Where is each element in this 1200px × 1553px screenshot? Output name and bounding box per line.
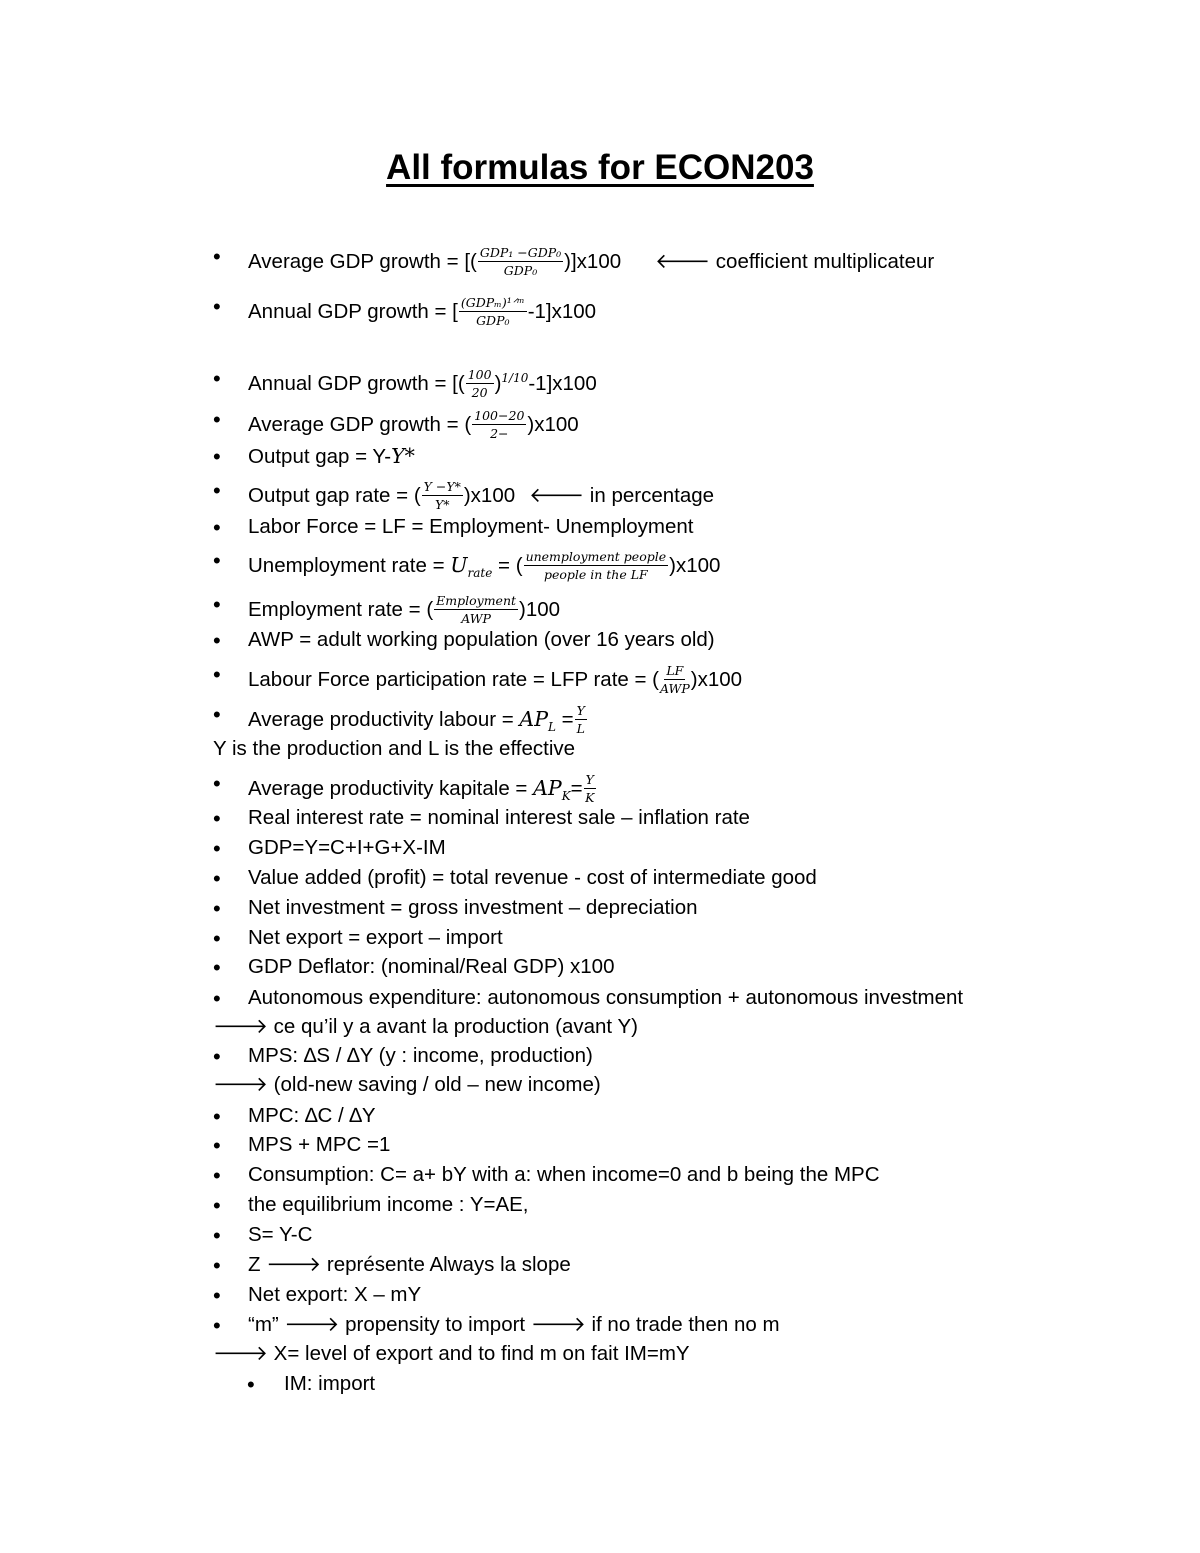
formula-net-export: • Net export = export – import [248, 928, 503, 949]
annotation-note: 🡐 in percentage [529, 483, 715, 507]
formula-average-gdp-growth [248, 246, 934, 279]
numerator: 100−20 [472, 409, 526, 425]
formula-average-productivity-labour [248, 704, 588, 737]
formula-value-added: • Value added (profit) = total revenue - cost of intermediate good [248, 868, 817, 889]
denominator: Y* [435, 497, 450, 513]
formula-mid: = [570, 776, 583, 800]
formula-label: Average productivity labour = [248, 707, 520, 731]
formula-mpc: • MPC: ∆C / ∆Y [248, 1106, 376, 1127]
denominator: K [585, 790, 595, 806]
fraction [584, 773, 596, 806]
formula-label: Average GDP growth = [( [248, 249, 477, 273]
formula-gdp-deflator: • GDP Deflator: (nominal/Real GDP) x100 [248, 957, 615, 978]
formula-z-slope: • Z 🡒 représente Always la slope [248, 1255, 571, 1276]
formula-label: Unemployment rate = [248, 553, 451, 577]
text-line: 🡒 ce qu’il y a avant la production (avant Y) [213, 1015, 638, 1038]
numerator: 100 [466, 368, 494, 384]
text-line: 🡒 X= level of export and to find m on fait IM=mY [213, 1342, 690, 1365]
math-subscript: rate [467, 565, 493, 580]
fraction [478, 246, 563, 279]
denominator: people in the LF [543, 567, 648, 583]
numerator: LF [664, 664, 685, 680]
formula-tail: )x100 [669, 553, 721, 577]
text-line: Y is the production and L is the effective [213, 737, 576, 760]
formula-annual-gdp-growth-example [248, 368, 597, 401]
numerator: Y −Y* [422, 480, 463, 496]
annotation-note: 🡐 coefficient multiplicateur [655, 249, 935, 273]
formula-label: Output gap = Y- [248, 445, 392, 468]
formula-lfp-rate [248, 664, 742, 697]
formula-label: Annual GDP growth = [ [248, 299, 458, 323]
fraction [472, 409, 526, 442]
formula-label: Annual GDP growth = [( [248, 371, 465, 395]
formula-label: Labour Force participation rate = LFP rate = ( [248, 667, 659, 691]
formula-real-interest-rate: • Real interest rate = nominal interest sale – inflation rate [248, 808, 750, 829]
formula-annual-gdp-growth [248, 296, 596, 329]
formula-tail: )]x100 [564, 249, 622, 273]
denominator: GDP₀ [476, 313, 510, 329]
formula-net-investment: • Net investment = gross investment – depreciation [248, 898, 698, 919]
fraction [660, 664, 690, 697]
denominator: 20 [471, 385, 488, 401]
formula-label: Output gap rate = ( [248, 483, 421, 507]
formula-label: Average productivity kapitale = [248, 776, 534, 800]
math-subscript: L [548, 719, 556, 734]
formula-tail: -1]x100 [528, 371, 597, 395]
formula-output-gap-rate [248, 480, 714, 513]
math-variable: AP [519, 706, 549, 731]
fraction [422, 480, 463, 513]
numerator: GDP₁ −GDP₀ [478, 246, 563, 262]
numerator: Employment [434, 594, 518, 610]
denominator: AWP [461, 611, 491, 627]
denominator: L [576, 721, 585, 737]
formula-propensity-import: • “m” 🡒 propensity to import 🡒 if no trade then no m [248, 1315, 780, 1336]
formula-autonomous-expenditure: • Autonomous expenditure: autonomous consumption + autonomous investment [248, 988, 963, 1009]
fraction [524, 550, 669, 583]
fraction [575, 704, 587, 737]
formula-mid: = ( [492, 553, 523, 577]
formula-tail: )x100 [527, 412, 579, 436]
formula-equilibrium-income: • the equilibrium income : Y=AE, [248, 1195, 529, 1216]
math-variable: U [450, 552, 468, 577]
formula-tail: )x100 [690, 667, 743, 691]
formula-tail: )100 [519, 597, 561, 621]
formula-label: Average GDP growth = ( [248, 412, 472, 436]
fraction [459, 296, 527, 329]
formula-mid: ) [494, 371, 502, 395]
exponent: 1/10 [501, 370, 529, 385]
math-variable: AP [533, 775, 562, 800]
numerator: Y [575, 704, 587, 720]
math-variable: Y* [391, 444, 415, 468]
formula-label: Employment rate = ( [248, 597, 434, 621]
text-line: 🡒 (old-new saving / old – new income) [213, 1073, 601, 1096]
formula-gdp: • GDP=Y=C+I+G+X-IM [248, 838, 446, 859]
denominator: GDP₀ [503, 263, 538, 279]
formula-tail: )x100 [463, 483, 516, 507]
formula-labor-force: • Labor Force = LF = Employment- Unemployment [248, 517, 694, 538]
formula-mid: = [555, 707, 574, 731]
formula-average-productivity-kapitale [248, 773, 597, 806]
formula-employment-rate [248, 594, 560, 627]
formula-import: • IM: import [284, 1374, 375, 1395]
formula-average-gdp-growth-example [248, 409, 579, 442]
formula-saving: • S= Y-C [248, 1225, 312, 1246]
formula-tail: -1]x100 [527, 299, 597, 323]
denominator: 2− [490, 426, 509, 442]
page-title: All formulas for ECON203 [386, 148, 814, 187]
denominator: AWP [659, 681, 690, 697]
numerator: Y [584, 773, 596, 789]
formula-mps-mpc: • MPS + MPC =1 [248, 1135, 390, 1156]
formula-consumption: • Consumption: C= a+ bY with a: when income=0 and b being the MPC [248, 1165, 880, 1186]
formula-output-gap [248, 446, 415, 468]
formula-unemployment-rate [248, 550, 720, 583]
fraction [466, 368, 494, 401]
fraction [434, 594, 518, 627]
numerator: (GDPₘ)¹ᐟᵐ [459, 296, 527, 312]
formula-mps: • MPS: ∆S / ∆Y (y : income, production) [248, 1046, 593, 1067]
formula-net-export-m: • Net export: X – mY [248, 1285, 421, 1306]
numerator: unemployment people [524, 550, 669, 566]
math-subscript: K [561, 788, 571, 803]
formula-awp: • AWP = adult working population (over 16 years old) [248, 630, 715, 651]
